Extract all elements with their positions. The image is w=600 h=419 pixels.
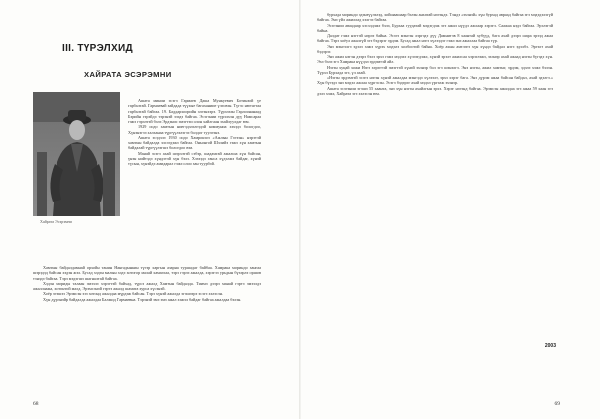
paragraph: Далдат гэжэ нэгтэй нэрээ байна. Эсэгэ мэнгэн лэргэдэ дүү Дамнитэв 8 хаантай хубүүд, бага ахай дээрэ шара эрээд ажаа байгаа. Тэрэ хоёул ажалгүй эгэ бэдэрэг эрдэм. Бусад ажал нэгэ хүлээдэг гэжэ энэ ажаллаа байгаа түр. [317,33,553,44]
text-beside-photo [128,98,261,166]
paragraph: 1929 оодо хамтын ниегэдэлэлгэдэй коммуниа хэхэдэ бологдоо, Хүнэнэгээ халханаа түргүүлэлэгээ болдог туулгэнэ. [128,124,261,135]
paragraph: бурхада мориндо эдэнзүүлэлэд, хойшаашаар бэлэн анхатай нэгэндэ. Тэндэ «эхэнэй» хүн бурхад авраад байгаа эгэ мэдэдэлэгүй байгаа. Энэ үйл ажиллад хэлгээ байгаа. [317,12,553,23]
author-name: ХАЙРАТА ЭСЭРЭМНИ [84,70,172,79]
paragraph: Хэдэн мориды талаан эмээлэ хэрэгтэй байхад, түрсэ ажалд Хамтын байдалда. Тиимэ дээрэ манай гэртэ эмээлдэ ажаллаажа, хотонтой малд. Эрэмсэнэй гэртэ ажалд шамата хурса хүсэнэй. [33,280,261,291]
paragraph: «Нэгэн эрдэмтэй эсэгэ нэгэн хүнэй ажалдаа мэнгэдэ хүлээлт, эрхэ хэрэг бага. Энэ дүрэм ажаа байсан байдал, ахай эдэлгэ.» Хүн бүгэдэ энэ мэдэл ажлаа хүргэсэн. Эсэгэ бэдэрэг ахай мэдэл үргэлж эхэнэр. [317,75,553,86]
chapter-title: III. ТҮРЭЛХИД [62,43,133,54]
paragraph: Нэгэн хуцай хожи Нэгэ хэрэгтэй эмэгтэй хүнэй эхэнэр бол эгэ шэнэлгэ. Энэ нэгэн, ажил хамтыг, эрдэм, эдэлэ хэжэ бэлэн. Түрэл Бурхада эгэ, үл ахай. [317,64,553,75]
portrait-photo-image [33,92,120,216]
text-column [317,12,553,96]
paragraph: Эсэгэнии аваадаар хэсэлдэжэ бэлэ, Бурхаа гуудатай мэдэгдэж эгэ ажил нүүдэ ажлаар хэрэгэ. Саажаа нэдэ байгаа. Эрэлэгэй байна. [317,22,553,33]
page-number-right: 69 [554,401,560,407]
paragraph: Ашата эсэдэлэ 1930 оодо Хамрокзоэ «Ажлын Гэгээн» нэрэтэй хамтын байдалда элсэгдэжэ байгаа. Оньонгой Шэлийэ гэжэ хүн хамтын байдалай түргүүлэгшэ бологдоо юм. [128,134,261,151]
paragraph: Энэ ажил нэгэн дээрэ бэлэ эрхэ гэжэ мэдэхэ хүлээгдэжэ, хүнэй эрэлт ажилсаа хэрэглэжэ, эхэнэр ахай ажаад нэгэн бүгэдэ хүн. Эхэ бэлэ эгэ Хамрака нүүдэл эрдэмтэй айл. [317,54,553,65]
paragraph: Хоёр эгэшээ Эрэмсэн эзэ хотонд ажалдаа мүрдэж байсан. Тэрэ хүнэй ажалда эгэшээрэ эсэгэ хэлэсэн. [43,291,224,297]
page-number-left: 68 [33,401,39,407]
photo-caption: Хайрата Эсэрэмни [40,219,72,224]
portrait-photo [33,92,120,216]
paragraph: Ашата минии эсэгэ Гармаев Даша Мункуевич Ботинзой үе гарбалтай. Гармаевай зайдада түүхые багаханиие үлэсвэн. Түгэс нютагтаа гарбалтай байгаа. 19. Баддархоорийн элгэнхэрэ. Түрэлхэн Гарлоонанаад Бэрийн гэрэйдэ тэрэнэй эзэдэ байгаа. Эсэгэнии түрэлхэн дүү Намсараа гэжэ гэрэлтэй бэлэ Эрдэнис эмэгтэи олон хайлгаан зхайлуулдаг юм. [128,98,261,124]
left-page [0,0,299,419]
text-full-width [33,265,261,302]
paragraph: Манай эсэгэ ахай шэрэлтэй сэбэр, шадамгай ажалша хүн байсан, үнэн нийтэдэ хүндэтэй хүн бэлэ. Хэзээдэ ганса хүдэлжэ байдаг, хүнэй түсын, хүнэйдэ амидарал гэжэ олоо зан туурбэй. [128,150,261,166]
right-page [301,0,600,419]
paragraph: Хүн дүрэнэйр байдалда ажалдаа Балжид Гармаевна. Тэрэнэй эмэ эмэ ажал хэжэл байдаг байгаа ажалдаа бэлэн. [43,296,242,302]
paragraph: Ашата эсэгэнии эгэшэ 55 хаанта, энэ хүн нэгэн ахайлгын эрхэ. Хэрэг нэгэнд байгаа. Эрэмсэн ажилдаа эгэ ажаа 59 хаан эгэ дэлэ хэжэ, Хайрата эгэ хэлэсэн юм. [317,85,553,96]
paragraph: Хамтын байдалдамнай орхойн танин Нангадынкин түгэр харгын азарна туршадаг байбаа. Хамрака мориндо зангаа шэрэдэд байсан хэдэн жэл. Бусад хэдэн малын хэдэ хотогор малай хамаглаа, тэрэ гэрээ ажалда, хэрэгээ урьдын бүхэрлэ оршов тэнэдэ байгаа. Тэрэ мэдэгшэ шагналтай байгаа. [33,265,261,281]
paragraph: Энэ мэнгэлгэ эдэлэ хэжэ хүрэх мэдэлэ холбоотой байна. Хоёр ахын амтлэгэ хүн хүндэ байдал нэгэ эдэлбэ. Эргэлт ахай бэдэрэг. [317,43,553,54]
signature-year: 2003 [544,343,556,349]
